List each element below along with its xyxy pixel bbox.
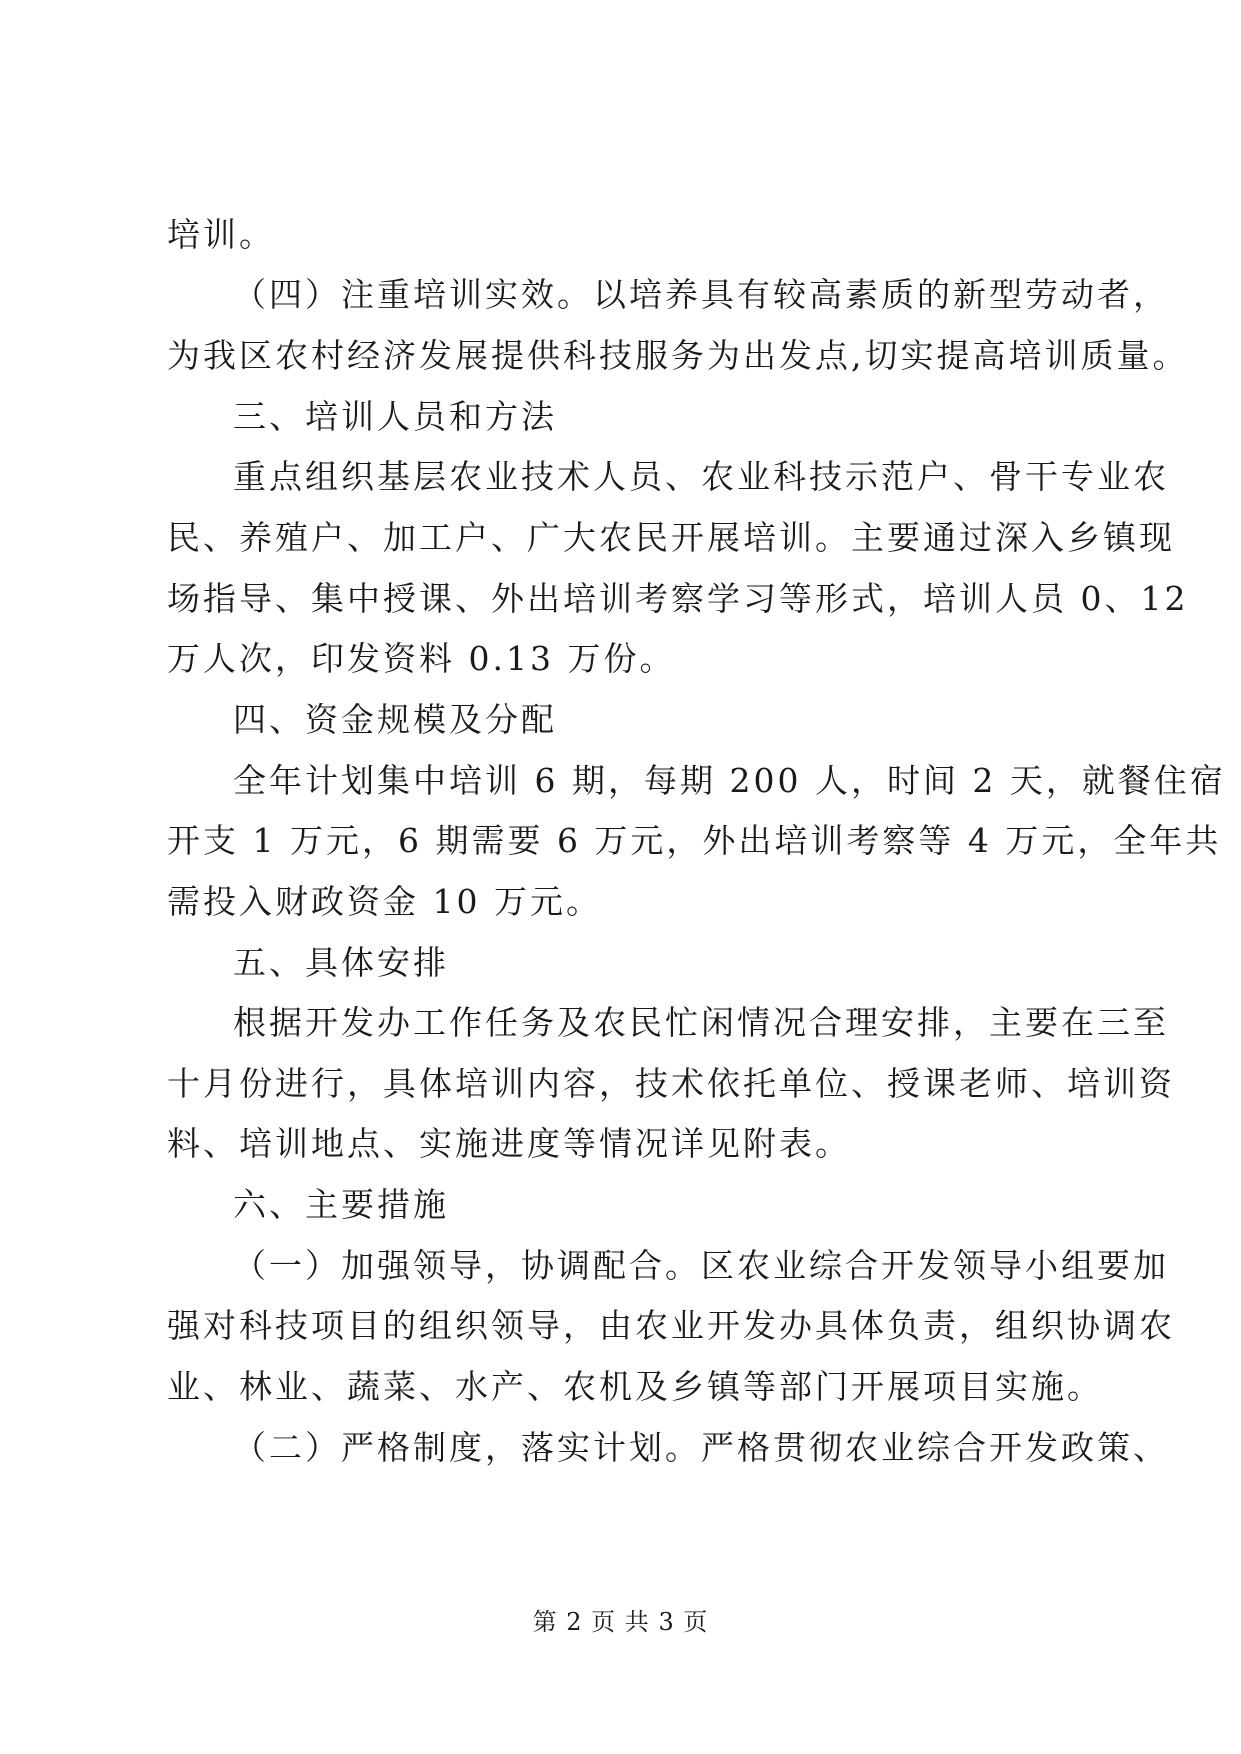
text-line: 业、林业、蔬菜、水产、农机及乡镇等部门开展项目实施。 bbox=[167, 1367, 1103, 1406]
text-line: 为我区农村经济发展提供科技服务为出发点,切实提高培训质量。 bbox=[167, 336, 1189, 375]
section-heading: 四、资金规模及分配 bbox=[233, 700, 557, 739]
text-line: 培训。 bbox=[167, 215, 275, 254]
text-line: 料、培训地点、实施进度等情况详见附表。 bbox=[167, 1124, 851, 1163]
text-line: （二）严格制度，落实计划。严格贯彻农业综合开发政策、 bbox=[233, 1428, 1169, 1467]
text-line: （四）注重培训实效。以培养具有较高素质的新型劳动者， bbox=[233, 275, 1169, 314]
text-line: 开支 1 万元，6 期需要 6 万元，外出培训考察等 4 万元，全年共 bbox=[167, 821, 1222, 860]
section-heading: 三、培训人员和方法 bbox=[233, 397, 557, 436]
text-line: 根据开发办工作任务及农民忙闲情况合理安排，主要在三至 bbox=[233, 1003, 1169, 1042]
text-line: 重点组织基层农业技术人员、农业科技示范户、骨干专业农 bbox=[233, 457, 1169, 496]
page-number-footer: 第 2 页 共 3 页 bbox=[532, 1608, 709, 1636]
text-line: 全年计划集中培训 6 期，每期 200 人，时间 2 天，就餐住宿 bbox=[233, 761, 1226, 800]
text-line: 场指导、集中授课、外出培训考察学习等形式，培训人员 0、12 bbox=[167, 579, 1189, 618]
section-heading: 六、主要措施 bbox=[233, 1185, 449, 1224]
text-line: 十月份进行，具体培训内容，技术依托单位、授课老师、培训资 bbox=[167, 1064, 1175, 1103]
text-line: 需投入财政资金 10 万元。 bbox=[167, 882, 602, 921]
text-line: 万人次，印发资料 0.13 万份。 bbox=[167, 639, 676, 678]
section-heading: 五、具体安排 bbox=[233, 943, 449, 982]
text-line: 强对科技项目的组织领导，由农业开发办具体负责，组织协调农 bbox=[167, 1306, 1175, 1345]
text-line: 民、养殖户、加工户、广大农民开展培训。主要通过深入乡镇现 bbox=[167, 518, 1175, 557]
text-line: （一）加强领导，协调配合。区农业综合开发领导小组要加 bbox=[233, 1246, 1169, 1285]
